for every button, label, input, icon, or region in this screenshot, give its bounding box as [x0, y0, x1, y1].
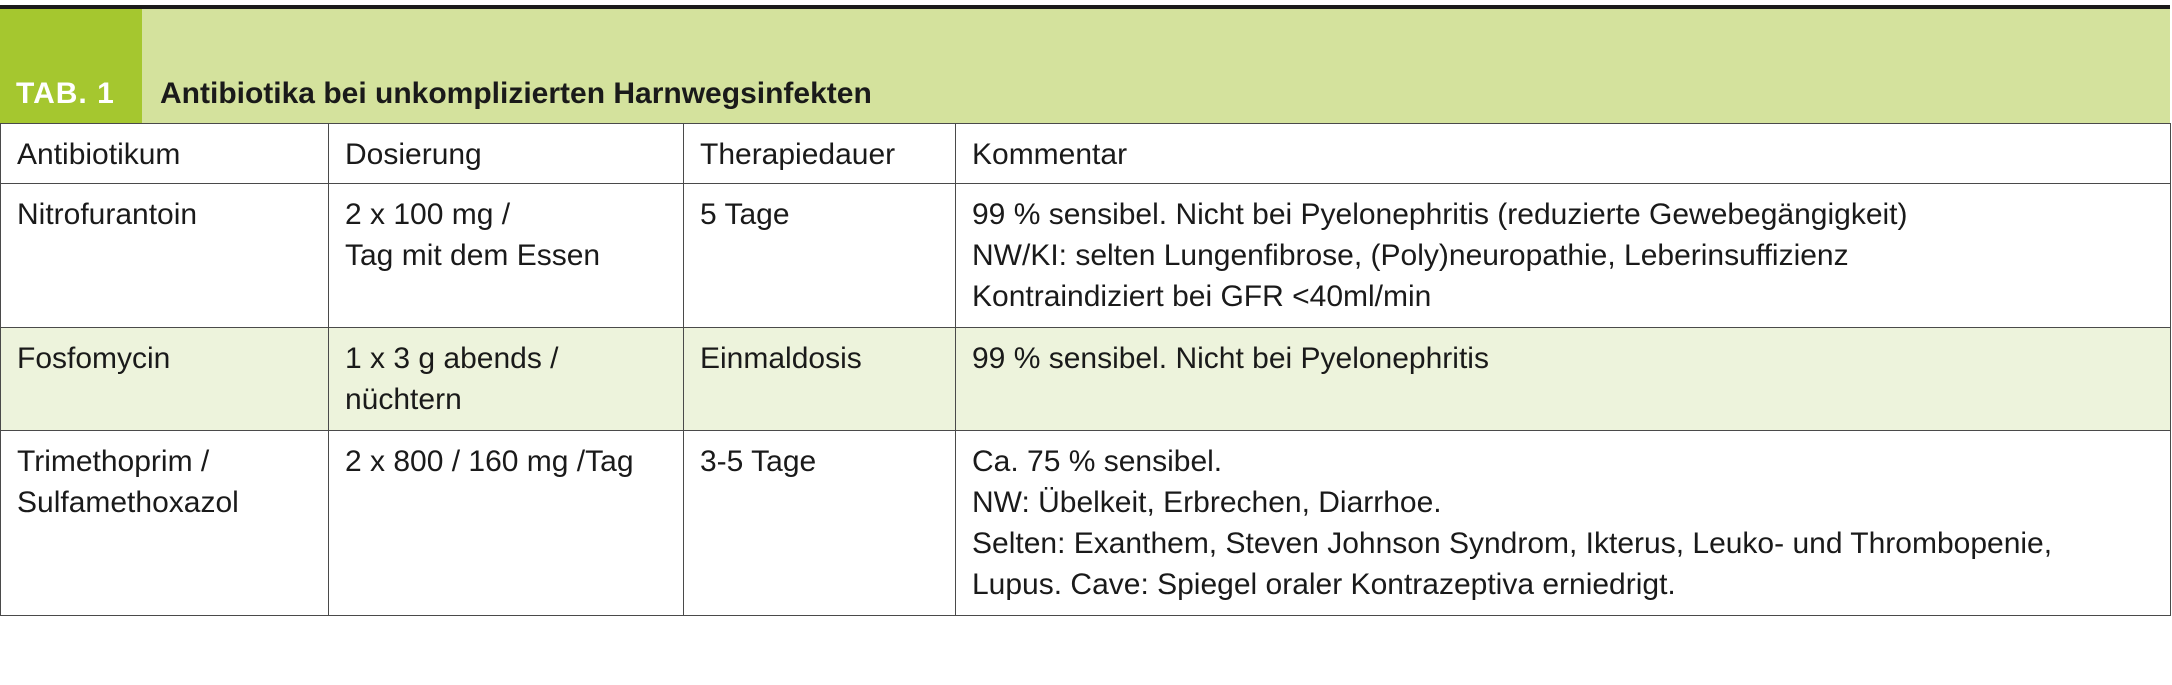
cell-line: Lupus. Cave: Spiegel oraler Kontrazeptiva erniedrigt. [972, 568, 1676, 601]
cell-line: Sulfamethoxazol [17, 486, 239, 519]
cell-line: Tag mit dem Essen [345, 239, 601, 272]
cell-antibiotic [1, 431, 329, 616]
cell-duration [684, 328, 956, 431]
cell-line: 3-5 Tage [700, 445, 817, 478]
cell-line: 99 % sensibel. Nicht bei Pyelonephritis [972, 342, 1489, 375]
cell-line: NW: Übelkeit, Erbrechen, Diarrhoe. [972, 486, 1442, 519]
cell-line: Einmaldosis [700, 342, 862, 375]
cell-antibiotic [1, 184, 329, 328]
antibiotics-table [0, 123, 2171, 616]
cell-line: Ca. 75 % sensibel. [972, 445, 1223, 478]
table-row [1, 184, 2171, 328]
table-row [1, 328, 2171, 431]
column-header-duration: Therapiedauer [684, 124, 956, 184]
cell-line: Selten: Exanthem, Steven Johnson Syndrom, Ikterus, Leuko- und Thrombopenie, [972, 527, 2053, 560]
cell-line: Kontraindiziert bei GFR <40ml/min [972, 280, 1432, 313]
table-row [1, 431, 2171, 616]
cell-line: Trimethoprim / [17, 445, 210, 478]
cell-line: Fosfomycin [17, 342, 171, 375]
table-title-bar [0, 5, 2170, 123]
cell-line: 2 x 100 mg / [345, 198, 511, 231]
cell-duration [684, 431, 956, 616]
column-header-comment: Kommentar [956, 124, 2171, 184]
cell-dosage [329, 328, 684, 431]
cell-dosage [329, 184, 684, 328]
column-header-dosage: Dosierung [329, 124, 684, 184]
cell-line: 99 % sensibel. Nicht bei Pyelonephritis (reduzierte Gewebegängigkeit) [972, 198, 1908, 231]
cell-line: Nitrofurantoin [17, 198, 198, 231]
table-number-label: TAB. 1 [0, 9, 142, 123]
cell-line: NW/KI: selten Lungenfibrose, (Poly)neuropathie, Leberinsuffizienz [972, 239, 1849, 272]
cell-line: 5 Tage [700, 198, 790, 231]
cell-antibiotic [1, 328, 329, 431]
column-header-antibiotic: Antibiotikum [1, 124, 329, 184]
cell-duration [684, 184, 956, 328]
cell-line: 2 x 800 / 160 mg /Tag [345, 445, 634, 478]
cell-comment [956, 328, 2171, 431]
table-header-row [1, 124, 2171, 184]
table-title: Antibiotika bei unkomplizierten Harnwegsinfekten [160, 77, 872, 110]
antibiotics-table-figure [0, 5, 2170, 616]
cell-comment [956, 431, 2171, 616]
cell-line: 1 x 3 g abends / [345, 342, 559, 375]
cell-line: nüchtern [345, 383, 462, 416]
cell-dosage [329, 431, 684, 616]
cell-comment [956, 184, 2171, 328]
